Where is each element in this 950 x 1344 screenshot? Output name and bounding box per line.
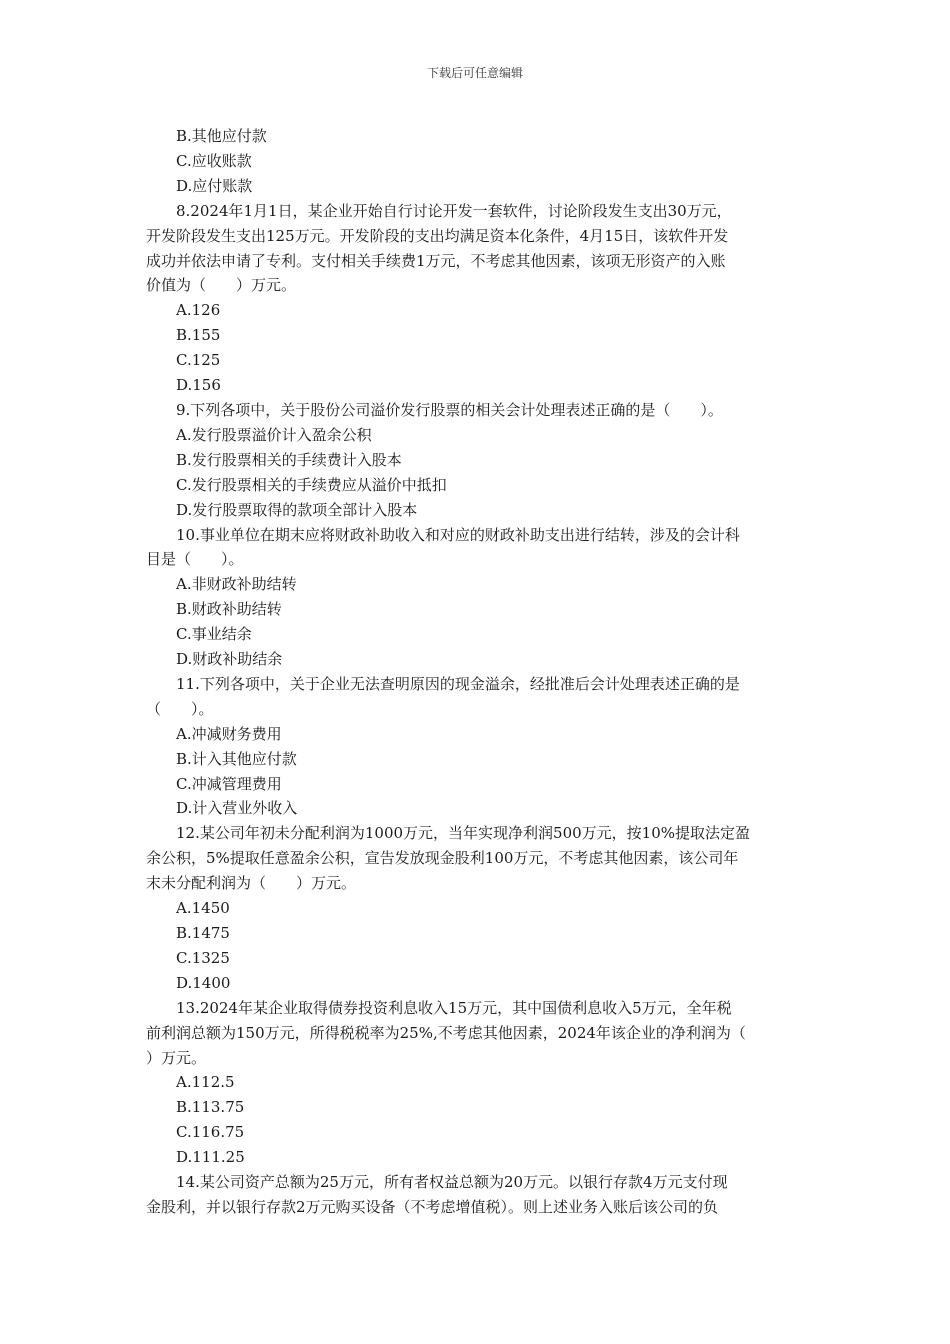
option-b: B.1475 [176, 924, 230, 942]
option-c: C.发行股票相关的手续费应从溢价中抵扣 [176, 475, 447, 494]
option-a: A.发行股票溢价计入盈余公积 [176, 425, 372, 444]
option-d: D.156 [176, 376, 221, 395]
option-a: A.冲减财务费用 [176, 724, 282, 743]
option-b: B.计入其他应付款 [176, 749, 297, 768]
option-c: C.116.75 [176, 1123, 245, 1142]
question-stem-line: 14.某公司资产总额为25万元，所有者权益总额为20万元。以银行存款4万元支付现 [176, 1173, 728, 1192]
option-b: B.发行股票相关的手续费计入股本 [176, 450, 402, 469]
question-13 [146, 996, 806, 1170]
option-c: C.事业结余 [176, 625, 252, 644]
question-stem-line: 开发阶段发生支出125万元。开发阶段的支出均满足资本化条件，4月15日，该软件开发 [146, 226, 729, 245]
option-a: A.126 [176, 301, 221, 320]
option-b: B.113.75 [176, 1098, 245, 1117]
page-header: 下载后可任意编辑 [426, 66, 523, 80]
question-stem-line: 末未分配利润为（ ）万元。 [146, 874, 357, 893]
question-10 [146, 523, 806, 672]
option-d: D.发行股票取得的款项全部计入股本 [176, 500, 418, 519]
question-stem-line: 9.下列各项中，关于股份公司溢价发行股票的相关会计处理表述正确的是（ ）。 [176, 400, 723, 419]
question-stem-line: 金股利，并以银行存款2万元购买设备（不考虑增值税）。则上述业务入账后该公司的负 [146, 1197, 719, 1216]
question-stem-line: 11.下列各项中，关于企业无法查明原因的现金溢余，经批准后会计处理表述正确的是 [176, 674, 740, 693]
option-d: D.计入营业外收入 [176, 799, 298, 818]
question-stem-line: 成功并依法申请了专利。支付相关手续费1万元，不考虑其他因素，该项无形资产的入账 [146, 251, 726, 270]
option-a: A.非财政补助结转 [176, 575, 297, 594]
question-9 [146, 398, 806, 523]
option-b: B.155 [176, 326, 221, 345]
question-stem-line: ）万元。 [146, 1048, 207, 1067]
question-11 [146, 672, 806, 821]
option-d: D.1400 [176, 973, 231, 992]
question-stem-line: 价值为（ ）万元。 [146, 276, 297, 295]
question-stem-line: 目是（ ）。 [146, 550, 244, 569]
question-stem-line: 13.2024年某企业取得债券投资利息收入15万元，其中国债利息收入5万元，全年税 [176, 998, 732, 1017]
option-line: D.应付账款 [176, 176, 253, 195]
question-stem-line: 余公积，5%提取任意盈余公积，宣告发放现金股利100万元，不考虑其他因素，该公司年 [146, 849, 739, 868]
question-stem-line: 10.事业单位在期末应将财政补助收入和对应的财政补助支出进行结转，涉及的会计科 [176, 525, 740, 544]
document-body [146, 124, 806, 1220]
option-line: C.应收账款 [176, 151, 252, 170]
question-stem-line: 前利润总额为150万元，所得税税率为25%,不考虑其他因素，2024年该企业的净利润为（ [146, 1023, 746, 1042]
question-stem-line: 12.某公司年初未分配利润为1000万元，当年实现净利润500万元，按10%提取法定盈 [176, 824, 751, 843]
question-8 [146, 199, 806, 398]
option-c: C.冲减管理费用 [176, 774, 282, 793]
option-d: D.财政补助结余 [176, 650, 283, 669]
option-b: B.财政补助结转 [176, 600, 282, 619]
option-c: C.1325 [176, 948, 230, 967]
option-c: C.125 [176, 351, 221, 370]
question-stem-line: 8.2024年1月1日，某企业开始自行讨论开发一套软件，讨论阶段发生支出30万元， [176, 201, 732, 220]
question-12 [146, 821, 806, 995]
question-14 [146, 1170, 806, 1220]
option-a: A.112.5 [176, 1073, 235, 1092]
question-stem-line: （ ）。 [146, 699, 214, 718]
option-line: B.其他应付款 [176, 127, 267, 145]
option-d: D.111.25 [176, 1148, 245, 1167]
option-a: A.1450 [176, 899, 230, 918]
